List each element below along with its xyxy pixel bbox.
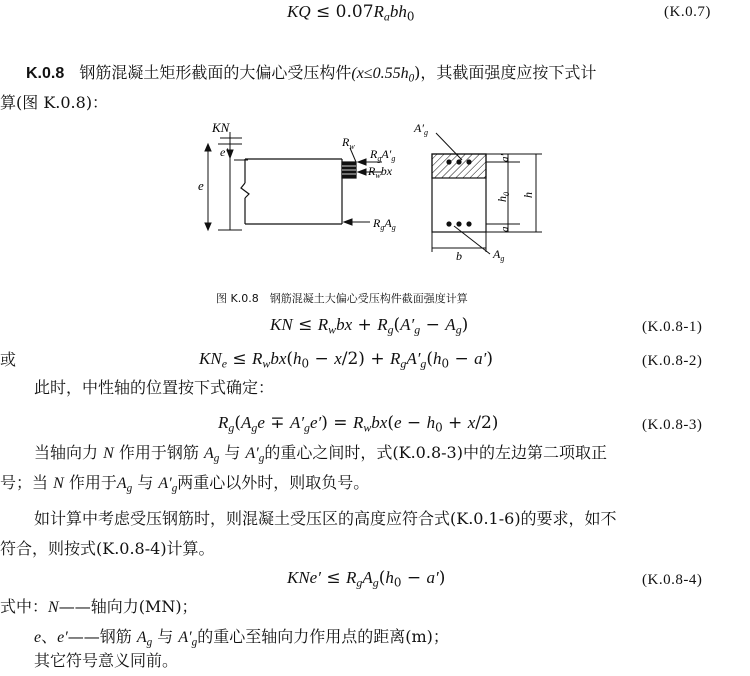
equation-k07: KQ ≤ $0.07R_abh_0$ — [287, 2, 415, 24]
equation-k083: $R_g(A_ge \mp A'_ge') = R_wbx(e - h_0 + x/2)$ — [218, 413, 499, 435]
label-Rw: $R_w$ — [342, 135, 355, 151]
label-RgAg: $R_gA_g$ — [373, 216, 396, 232]
paragraph-compression-steel-line1: 如计算中考虑受压钢筋时，则混凝土受压区的高度应符合式(K.0.1-6)的要求，如不 — [34, 509, 617, 528]
equation-k084-number: (K.0.8-4) — [642, 572, 703, 588]
where-line-N: 式中：N——轴向力(MN)； — [0, 597, 198, 616]
paragraph-sign-rule-line2: 号；当 N 作用于$A_g$ 与 $A'_g$两重心以外时，则取负号。 — [0, 473, 370, 495]
section-condition: ($x\le 0.55h_0$ — [351, 65, 415, 85]
label-Ag-prime: $A'_g$ — [414, 121, 428, 137]
equation-k084: $KNe' \le R_gA_g(h_0 - a')$ — [287, 568, 446, 590]
equation-k082-lead: 或 — [0, 350, 17, 369]
paragraph-sign-rule-line1: 当轴向力 N 作用于钢筋 $A_g$ 与 $A'_g$的重心之间时，式(K.0.8-3)中的左边第二项取正 — [34, 443, 607, 465]
label-h0: $h_0$ — [495, 192, 511, 202]
section-k08-line2: 算(图 K.0.8)： — [0, 93, 109, 112]
equation-k082-number: (K.0.8-2) — [642, 353, 703, 369]
label-RgAg-prime: $R_gA'_g$ — [370, 147, 396, 163]
section-k08-line1: K.0.8 钢筋混凝土矩形截面的大偏心受压构件$(x\le 0.55h_0)$，其截面强度应按下式计 — [26, 63, 597, 85]
figure-k08 — [190, 118, 560, 268]
paragraph-neutral-axis: 此时，中性轴的位置按下式确定： — [34, 378, 275, 397]
label-h: h — [521, 192, 535, 198]
label-Rwbx: $R_wbx$ — [368, 164, 393, 180]
where-line-e: e、e′——钢筋 $A_g$ 与 $A'_g$的重心至轴向力作用点的距离(m)； — [34, 627, 449, 649]
equation-k083-number: (K.0.8-3) — [642, 417, 703, 433]
equation-k081: KN ≤ $R_wbx + R_g(A'_g - A_g)$ — [270, 315, 469, 337]
label-a: a — [499, 226, 511, 232]
figure-caption: 图 K.0.8 钢筋混凝土大偏心受压构件截面强度计算 — [216, 292, 468, 305]
equation-k082: $KN_e \le R_wbx(h_0 - x/2) + R_gA'_g(h_0 - a')$ — [199, 349, 494, 371]
paragraph-compression-steel-line2: 符合，则按式(K.0.8-4)计算。 — [0, 539, 215, 558]
label-Ag: $A_g$ — [493, 247, 505, 263]
label-a-prime: a′ — [499, 154, 511, 162]
member-elevation — [241, 159, 356, 224]
section-text: 钢筋混凝土矩形截面的大偏心受压构件 — [79, 63, 352, 82]
label-e: e — [198, 178, 204, 193]
cross-section — [432, 154, 486, 232]
label-b: b — [456, 249, 462, 263]
equation-k081-number: (K.0.8-1) — [642, 319, 703, 335]
equation-k07-number: (K.0.7) — [664, 4, 711, 20]
where-line-other: 其它符号意义同前。 — [34, 651, 179, 670]
label-e-prime: e′ — [220, 145, 228, 159]
section-number: K.0.8 — [26, 65, 65, 82]
label-KN: KN — [212, 120, 230, 135]
